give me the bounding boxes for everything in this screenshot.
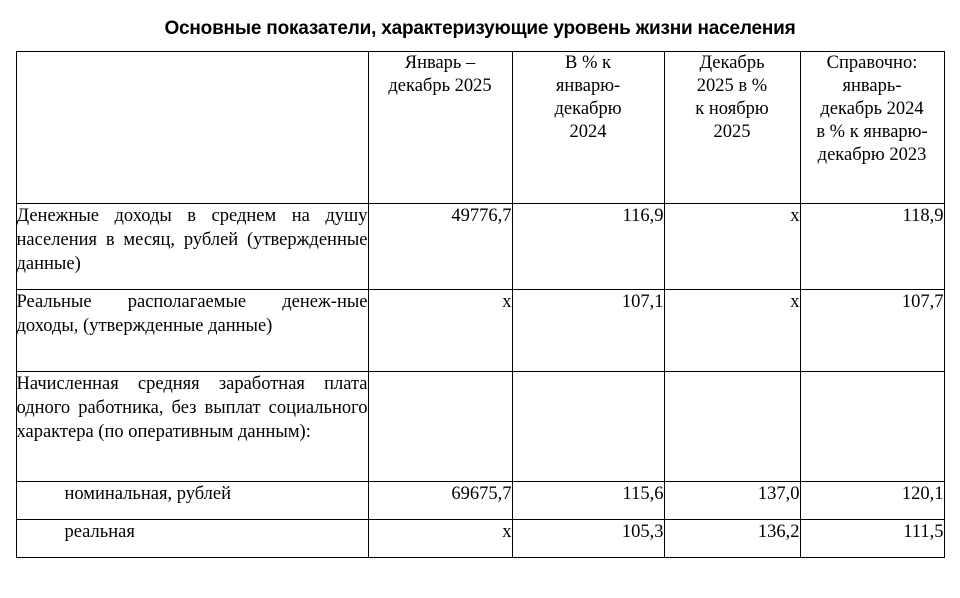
header-line: декабрю	[554, 99, 622, 120]
header-line: Декабрь	[699, 52, 765, 73]
row-value	[512, 371, 664, 481]
header-line: к ноябрю	[695, 99, 769, 120]
row-value: х	[368, 519, 512, 557]
row-value: х	[368, 289, 512, 371]
header-line: В % к	[565, 52, 611, 73]
table-row	[16, 203, 944, 289]
row-value: 49776,7	[368, 203, 512, 289]
row-value: 120,1	[800, 481, 944, 519]
header-cell-percent-prev-year	[512, 51, 664, 203]
row-value	[368, 371, 512, 481]
header-line: декабрь 2025	[388, 75, 492, 96]
header-cell-reference	[800, 51, 944, 203]
table-row	[16, 371, 944, 481]
table-row	[16, 289, 944, 371]
header-line: 2024	[569, 122, 607, 143]
table-header-row	[16, 51, 944, 203]
row-value: 107,7	[800, 289, 944, 371]
row-value: х	[664, 203, 800, 289]
row-value: 69675,7	[368, 481, 512, 519]
header-line: Январь –	[404, 52, 476, 73]
row-value	[664, 371, 800, 481]
page-title: Основные показатели, характеризующие уровень жизни населения	[164, 18, 796, 39]
header-line: 2025 в %	[696, 75, 768, 96]
row-value: 137,0	[664, 481, 800, 519]
indicators-table	[16, 51, 945, 558]
table-row	[16, 481, 944, 519]
header-line: январь-	[842, 75, 902, 96]
row-value: 116,9	[512, 203, 664, 289]
row-label: Начисленная средняя заработная плата одного работника, без выплат социального характера (по оперативным данным):	[16, 371, 368, 481]
row-value: 111,5	[800, 519, 944, 557]
row-value: 115,6	[512, 481, 664, 519]
header-line: январю-	[555, 75, 621, 96]
header-line: декабрь 2024	[820, 99, 924, 120]
header-line: 2025	[713, 122, 751, 143]
row-label: номинальная, рублей	[16, 481, 368, 519]
header-cell-december-to-november	[664, 51, 800, 203]
row-value: 107,1	[512, 289, 664, 371]
row-value	[800, 371, 944, 481]
row-value: 118,9	[800, 203, 944, 289]
header-line: в % к январю-	[816, 122, 928, 143]
table-row	[16, 519, 944, 557]
header-cell-label	[16, 51, 368, 203]
header-cell-period	[368, 51, 512, 203]
row-value: 136,2	[664, 519, 800, 557]
row-value: 105,3	[512, 519, 664, 557]
row-value: х	[664, 289, 800, 371]
row-label: Денежные доходы в среднем на душу населения в месяц, рублей (утвержденные данные)	[16, 203, 368, 289]
row-label: реальная	[16, 519, 368, 557]
header-line: декабрю 2023	[817, 145, 927, 166]
header-line: Справочно:	[826, 52, 918, 73]
row-label: Реальные располагаемые денеж-ные доходы, (утвержденные данные)	[16, 289, 368, 371]
